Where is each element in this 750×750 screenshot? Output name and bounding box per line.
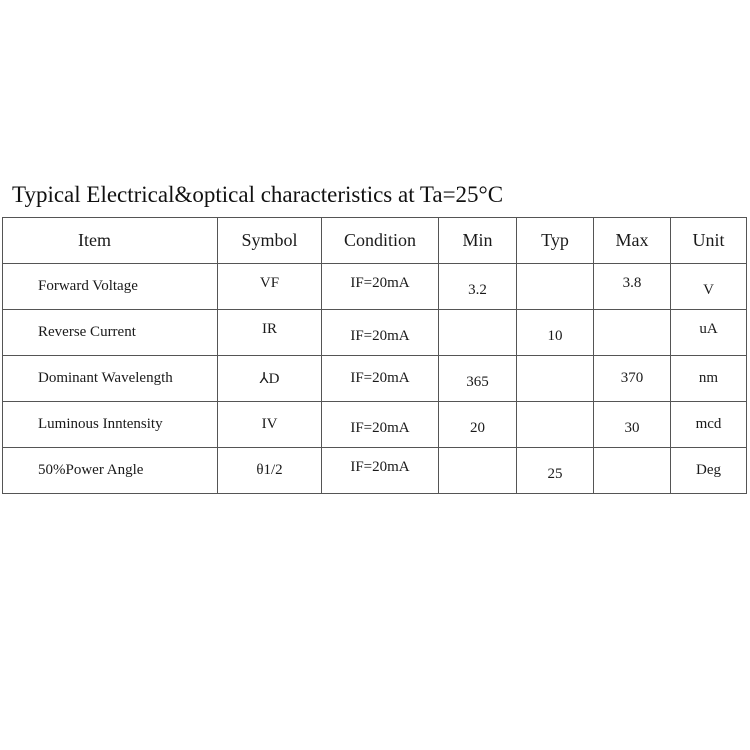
cell-unit-text: mcd (695, 416, 722, 432)
cell-min-text: 20 (470, 420, 485, 436)
cell-min (439, 402, 517, 448)
cell-condition-text: IF=20mA (350, 459, 410, 475)
cell-max-text: 30 (624, 420, 640, 436)
table-row (3, 448, 747, 494)
cell-condition-text: IF=20mA (350, 370, 410, 386)
cell-typ (517, 448, 594, 494)
header-condition: Condition (322, 218, 439, 264)
cell-unit-text: uA (699, 321, 718, 337)
header-unit: Unit (671, 218, 747, 264)
cell-min-text: 365 (466, 374, 489, 390)
cell-unit (671, 448, 747, 494)
cell-max (594, 356, 671, 402)
cell-condition-text: IF=20mA (350, 275, 410, 291)
cell-symbol-text: ⅄D (259, 371, 280, 387)
cell-symbol-text: VF (259, 275, 280, 291)
header-symbol: Symbol (218, 218, 322, 264)
cell-condition (322, 356, 439, 402)
cell-item: 50%Power Angle (3, 448, 218, 494)
characteristics-table (2, 217, 747, 494)
cell-symbol-text: IR (262, 321, 277, 337)
cell-unit-text: nm (698, 370, 719, 386)
cell-max (594, 402, 671, 448)
cell-unit (671, 310, 747, 356)
table-title: Typical Electrical&optical characteristics at Ta=25°C (12, 182, 504, 207)
cell-max (594, 264, 671, 310)
cell-typ (517, 310, 594, 356)
cell-condition (322, 310, 439, 356)
cell-typ (517, 356, 594, 402)
cell-typ-text: 25 (547, 466, 563, 482)
table-row (3, 402, 747, 448)
table-row (3, 264, 747, 310)
cell-min (439, 448, 517, 494)
cell-min (439, 356, 517, 402)
header-min: Min (439, 218, 517, 264)
cell-unit (671, 264, 747, 310)
cell-condition-text: IF=20mA (350, 420, 410, 436)
cell-symbol (218, 356, 322, 402)
cell-condition (322, 264, 439, 310)
cell-max-text: 3.8 (622, 275, 642, 291)
header-max: Max (594, 218, 671, 264)
header-typ: Typ (517, 218, 594, 264)
cell-symbol (218, 310, 322, 356)
cell-unit (671, 402, 747, 448)
cell-typ-text: 10 (547, 328, 563, 344)
header-item: Item (3, 218, 218, 264)
cell-min-text: 3.2 (468, 282, 487, 298)
cell-condition (322, 402, 439, 448)
cell-typ (517, 402, 594, 448)
cell-symbol (218, 448, 322, 494)
cell-min (439, 264, 517, 310)
table-header-row (3, 218, 747, 264)
cell-unit-text: V (703, 282, 714, 298)
cell-symbol-text: θ1/2 (256, 462, 283, 478)
cell-max (594, 448, 671, 494)
cell-symbol-text: IV (261, 416, 278, 432)
cell-typ (517, 264, 594, 310)
cell-min (439, 310, 517, 356)
cell-condition-text: IF=20mA (350, 328, 410, 344)
cell-item: Reverse Current (3, 310, 218, 356)
table-row (3, 310, 747, 356)
table-row (3, 356, 747, 402)
cell-condition (322, 448, 439, 494)
cell-item: Luminous Inntensity (3, 402, 218, 448)
cell-symbol (218, 402, 322, 448)
cell-unit-text: Deg (696, 462, 721, 478)
cell-unit (671, 356, 747, 402)
cell-item: Dominant Wavelength (3, 356, 218, 402)
cell-max (594, 310, 671, 356)
cell-item: Forward Voltage (3, 264, 218, 310)
cell-max-text: 370 (620, 370, 644, 386)
cell-symbol (218, 264, 322, 310)
